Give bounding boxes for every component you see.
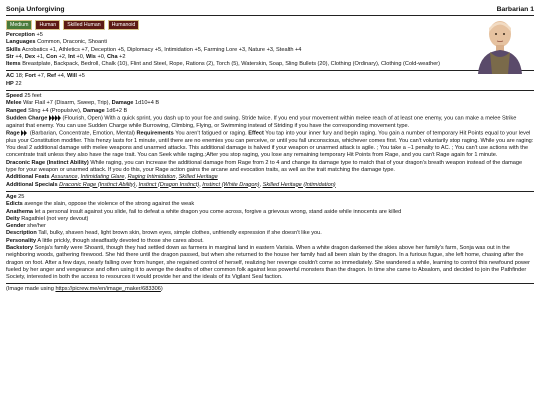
special-link[interactable]: Instinct (Dragon Instinct) bbox=[138, 181, 200, 188]
top-section bbox=[6, 20, 534, 68]
stat-block bbox=[6, 5, 534, 294]
picrew-link[interactable]: https://picrew.me/en/image_maker/683306 bbox=[55, 286, 161, 293]
personality-line: Personality A little prickly, though steadfastly devoted to those she cares about. bbox=[6, 237, 204, 244]
additional-feats-line: Additional Feats Assurance, Intimidating Glare, Raging Intimidation, Skilled Heritage bbox=[6, 174, 218, 181]
feat-link[interactable]: Intimidating Glare bbox=[80, 174, 125, 181]
sudden-charge-ability: Sudden Charge (Flourish, Open) With a quick sprint, you dash up to your foe and swing. Stride twice. If you end your movement within melee reach of at least one enemy, you can make a melee Strike against that enemy. You can use Sudden Charge while Burrowing, Climbing, Flying, or Swimming instead of Striding if you have the corresponding movement type. bbox=[6, 115, 517, 129]
stat-block-header bbox=[6, 5, 534, 16]
trait-tag-human: Human bbox=[35, 20, 60, 30]
languages-line: Languages Common, Draconic, Shoanti bbox=[6, 39, 108, 46]
gender-line: Gender she/her bbox=[6, 223, 46, 230]
divider bbox=[6, 191, 534, 192]
skills-line: Skills Acrobatics +1, Athletics +7, Deception +5, Diplomacy +5, Intimidation +5, Farming Lore +3, Nature +3, Stealth +4 bbox=[6, 46, 302, 53]
backstory-line: Backstory Sonja's family were Shoanti, though they had settled down as farmers in marginal land in eastern Varisia. When a white dragon darkened the skies above her family's farm, Sonja was out in the neighboring woods, gathering firewood. She hid there until the dragon passed, but when she returned to the house her family had all been slain by the dragon. In a furious fugue, she left home, chasing after the dragon on foot. After a few days, nearly falling over from hunger, she regained control of herself, realizing her revenge couldn't come so immediately. She wandered a while, learning to control this newfound power fueled by her anger and vengeance and often using it to avenge the deaths of other common folk against less powerful monsters than the dragon. In time she came to Absalom, and decided to join the Pathfinder Society, interested in both the access to resources it would provide her and the ideals of its Vigilant Seal faction. bbox=[6, 244, 530, 281]
perception-line: Perception +5 bbox=[6, 32, 43, 38]
character-portrait bbox=[470, 12, 530, 74]
image-credit: (Image made using https://picrew.me/en/image_maker/683306) bbox=[6, 286, 163, 293]
divider bbox=[6, 283, 534, 284]
ability-scores-line: Str +4, Dex +1, Con +2, Int +0, Wis +0, Cha +2 bbox=[6, 53, 126, 60]
feat-link[interactable]: Raging Intimidation bbox=[127, 174, 176, 181]
one-action-icon bbox=[21, 130, 28, 136]
character-name: Sonja Unforgiving bbox=[6, 6, 65, 13]
edicts-line: Edicts avenge the slain, oppose the violence of the strong against the weak bbox=[6, 201, 195, 208]
speed-line: Speed 25 feet bbox=[6, 93, 42, 100]
hp-line: HP 22 bbox=[6, 80, 22, 87]
two-action-icon bbox=[49, 115, 61, 121]
defenses-line: AC 18; Fort +7, Ref +4, Will +5 bbox=[6, 73, 85, 80]
anathema-line: Anathema let a personal insult against you slide, fail to defeat a white dragon you come across, forgive a grievous wrong, stand aside while innocents are killed bbox=[6, 208, 402, 215]
class-level: Barbarian 1 bbox=[496, 6, 534, 13]
divider bbox=[6, 90, 534, 91]
items-line: Items Breastplate, Backpack, Bedroll, Chalk (10), Flint and Steel, Rope, Rations (2), Torch (5), Waterskin, Soap, Sling Bullets (20), Clothing (Ordinary), Clothing (Cold-weather) bbox=[6, 61, 441, 68]
age-line: Age 25 bbox=[6, 193, 25, 200]
trait-tag-skilled-human: Skilled Human bbox=[63, 20, 104, 30]
deity-line: Deity Ragathiel (not very devout) bbox=[6, 215, 89, 222]
additional-specials-line: Additional Specials Draconic Rage (Instinct Ability), Instinct (Dragon Instinct), Instinct (White Dragon), Skilled Heritage (Intimidation) bbox=[6, 181, 336, 188]
special-link[interactable]: Skilled Heritage (Intimidation) bbox=[262, 181, 336, 188]
trait-tag-humanoid: Humanoid bbox=[108, 20, 140, 30]
description-line: Description Tall, bulky, shaven head, light brown skin, brown eyes, simple clothes, unfriendly expression if she doesn't like you. bbox=[6, 230, 322, 237]
special-link[interactable]: Draconic Rage (Instinct Ability) bbox=[59, 181, 136, 188]
rage-ability: Rage (Barbarian, Concentrate, Emotion, Mental) Requirements You aren't fatigued or raging. Effect You tap into your inner fury and begin raging. You gain a number of temporary Hit Points equal to your level plus your Constitution modifier. This frenzy lasts for 1 minute, until there are no enemies you can perceive, or until you fall unconscious, whichever comes first. You can't voluntarily stop raging. While you are raging: You deal 2 additional damage with melee weapons and unarmed attacks. This additional damage is halved if your weapon or unarmed attack is agile. ; You take a −1 penalty to AC. ; You can't use actions with the concentrate trait unless they also have the rage trait. You can Seek while raging.;After you stop raging, you lose any remaining temporary Hit Points from Rage, and you can't Rage again for 1 minute. bbox=[6, 130, 534, 159]
trait-list bbox=[6, 20, 464, 30]
special-link[interactable]: Instinct (White Dragon) bbox=[202, 181, 260, 188]
feat-link[interactable]: Assurance bbox=[51, 174, 78, 181]
melee-line: Melee War Flail +7 (Disarm, Sweep, Trip), Damage 1d10+4 B bbox=[6, 100, 160, 107]
ranged-line: Ranged Sling +4 (Propulsive), Damage 1d6+2 B bbox=[6, 107, 128, 114]
feat-link[interactable]: Skilled Heritage bbox=[178, 174, 218, 181]
divider bbox=[6, 70, 534, 71]
draconic-rage-ability: Draconic Rage (Instinct Ability) While raging, you can increase the additional damage from Rage from 2 to 4 and change its damage type to match that of your dragon's breath weapon instead of the damage type for your weapon or unarmed attack. If you do this, your Rage action gains the arcane and evocation traits, as well as the trait matching the damage type. bbox=[6, 159, 523, 174]
trait-tag-medium: Medium bbox=[6, 20, 32, 30]
